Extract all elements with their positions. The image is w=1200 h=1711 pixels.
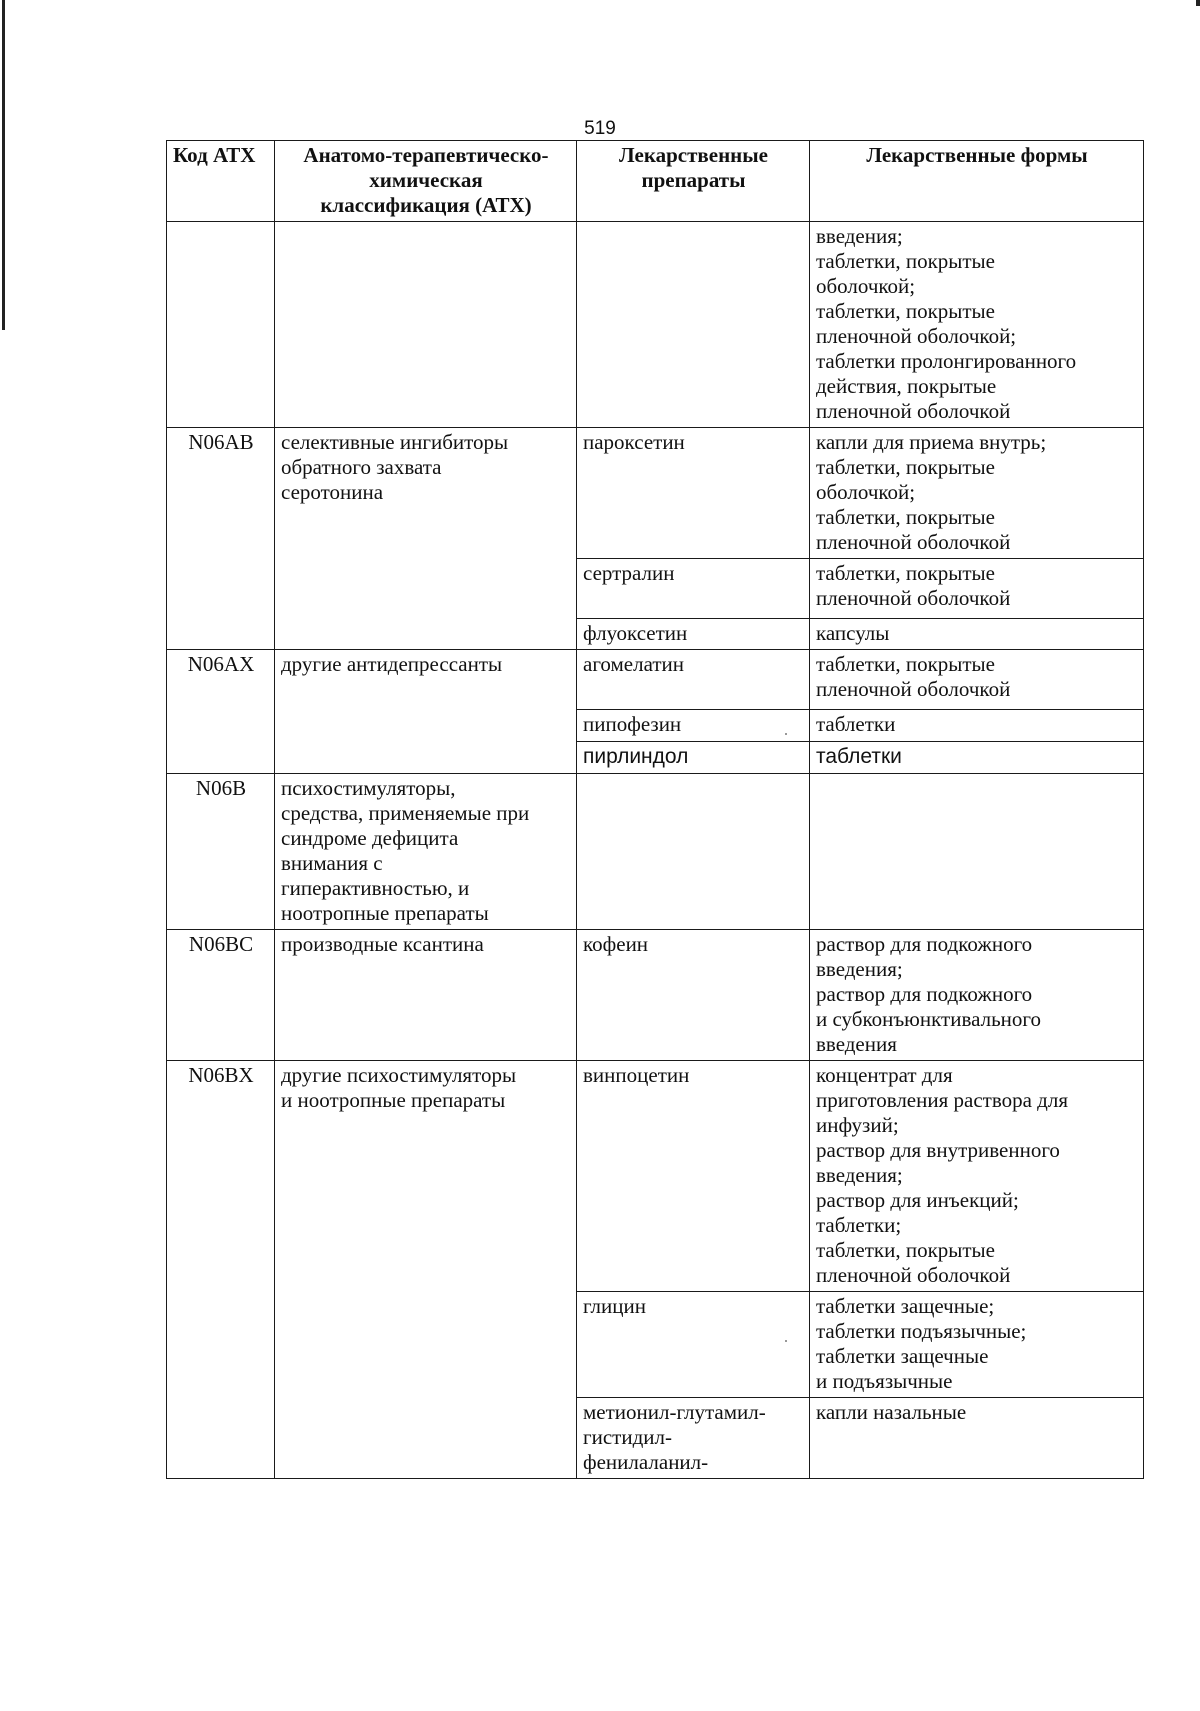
atc-code-cell: N06AB bbox=[167, 428, 275, 650]
drug-classification-table bbox=[166, 140, 1144, 1479]
drug-name-cell: пипофезин bbox=[577, 710, 810, 742]
atc-code-cell: N06B bbox=[167, 774, 275, 930]
dosage-forms-cell: концентрат для приготовления раствора для инфузий; раствор для внутривенного введения; раствор для инъекций; таблетки; таблетки, покрытые пленочной оболочкой bbox=[810, 1061, 1144, 1292]
dosage-forms-cell: таблетки bbox=[810, 710, 1144, 742]
drug-name-cell: сертралин bbox=[577, 559, 810, 619]
table-header-row bbox=[167, 141, 1144, 222]
atc-code-cell: N06BC bbox=[167, 930, 275, 1061]
dosage-forms-cell: таблетки, покрытые пленочной оболочкой bbox=[810, 559, 1144, 619]
dosage-forms-cell: капли для приема внутрь; таблетки, покрытые оболочкой; таблетки, покрытые пленочной оболочкой bbox=[810, 428, 1144, 559]
header-classification: Анатомо-терапевтическо- химическая классификация (АТХ) bbox=[275, 141, 577, 222]
drug-name-cell bbox=[577, 774, 810, 930]
drug-name-cell: винпоцетин bbox=[577, 1061, 810, 1292]
scan-edge-mark bbox=[2, 0, 5, 330]
drug-name-cell: флуоксетин bbox=[577, 619, 810, 650]
header-atc-code: Код АТХ bbox=[167, 141, 275, 222]
drug-name-cell: агомелатин bbox=[577, 650, 810, 710]
dosage-forms-cell: капли назальные bbox=[810, 1398, 1144, 1479]
atc-code-cell bbox=[167, 222, 275, 428]
dosage-forms-cell: таблетки bbox=[810, 742, 1144, 774]
classification-cell: другие антидепрессанты bbox=[275, 650, 577, 774]
atc-code-cell: N06BX bbox=[167, 1061, 275, 1479]
scan-corner-mark bbox=[1196, 0, 1200, 6]
classification-cell: другие психостимуляторы и ноотропные препараты bbox=[275, 1061, 577, 1479]
table-body bbox=[167, 222, 1144, 1479]
drug-name-cell: кофеин bbox=[577, 930, 810, 1061]
table-row bbox=[167, 222, 1144, 428]
drug-name-cell: метионил-глутамил- гистидил- фенилаланил- bbox=[577, 1398, 810, 1479]
drug-name-cell bbox=[577, 222, 810, 428]
table-row bbox=[167, 1061, 1144, 1292]
dosage-forms-cell: таблетки защечные; таблетки подъязычные; таблетки защечные и подъязычные bbox=[810, 1292, 1144, 1398]
dosage-forms-cell bbox=[810, 774, 1144, 930]
dosage-forms-cell: капсулы bbox=[810, 619, 1144, 650]
dosage-forms-cell: раствор для подкожного введения; раствор для подкожного и субконъюнктивального введения bbox=[810, 930, 1144, 1061]
table-row bbox=[167, 428, 1144, 559]
page-number: 519 bbox=[584, 118, 616, 139]
table-row bbox=[167, 930, 1144, 1061]
drug-name-cell: пирлиндол bbox=[577, 742, 810, 774]
table-row bbox=[167, 650, 1144, 710]
dosage-forms-cell: таблетки, покрытые пленочной оболочкой bbox=[810, 650, 1144, 710]
drug-name-cell: пароксетин bbox=[577, 428, 810, 559]
dosage-forms-cell: введения; таблетки, покрытые оболочкой; таблетки, покрытые пленочной оболочкой; таблетки пролонгированного действия, покрытые пленочной оболочкой bbox=[810, 222, 1144, 428]
table-row bbox=[167, 774, 1144, 930]
drug-name-cell: глицин bbox=[577, 1292, 810, 1398]
classification-cell bbox=[275, 222, 577, 428]
atc-code-cell: N06AX bbox=[167, 650, 275, 774]
classification-cell: психостимуляторы, средства, применяемые при синдроме дефицита внимания с гиперактивностью, и ноотропные препараты bbox=[275, 774, 577, 930]
classification-cell: селективные ингибиторы обратного захвата серотонина bbox=[275, 428, 577, 650]
classification-cell: производные ксантина bbox=[275, 930, 577, 1061]
header-dosage-forms: Лекарственные формы bbox=[810, 141, 1144, 222]
header-drugs: Лекарственные препараты bbox=[577, 141, 810, 222]
